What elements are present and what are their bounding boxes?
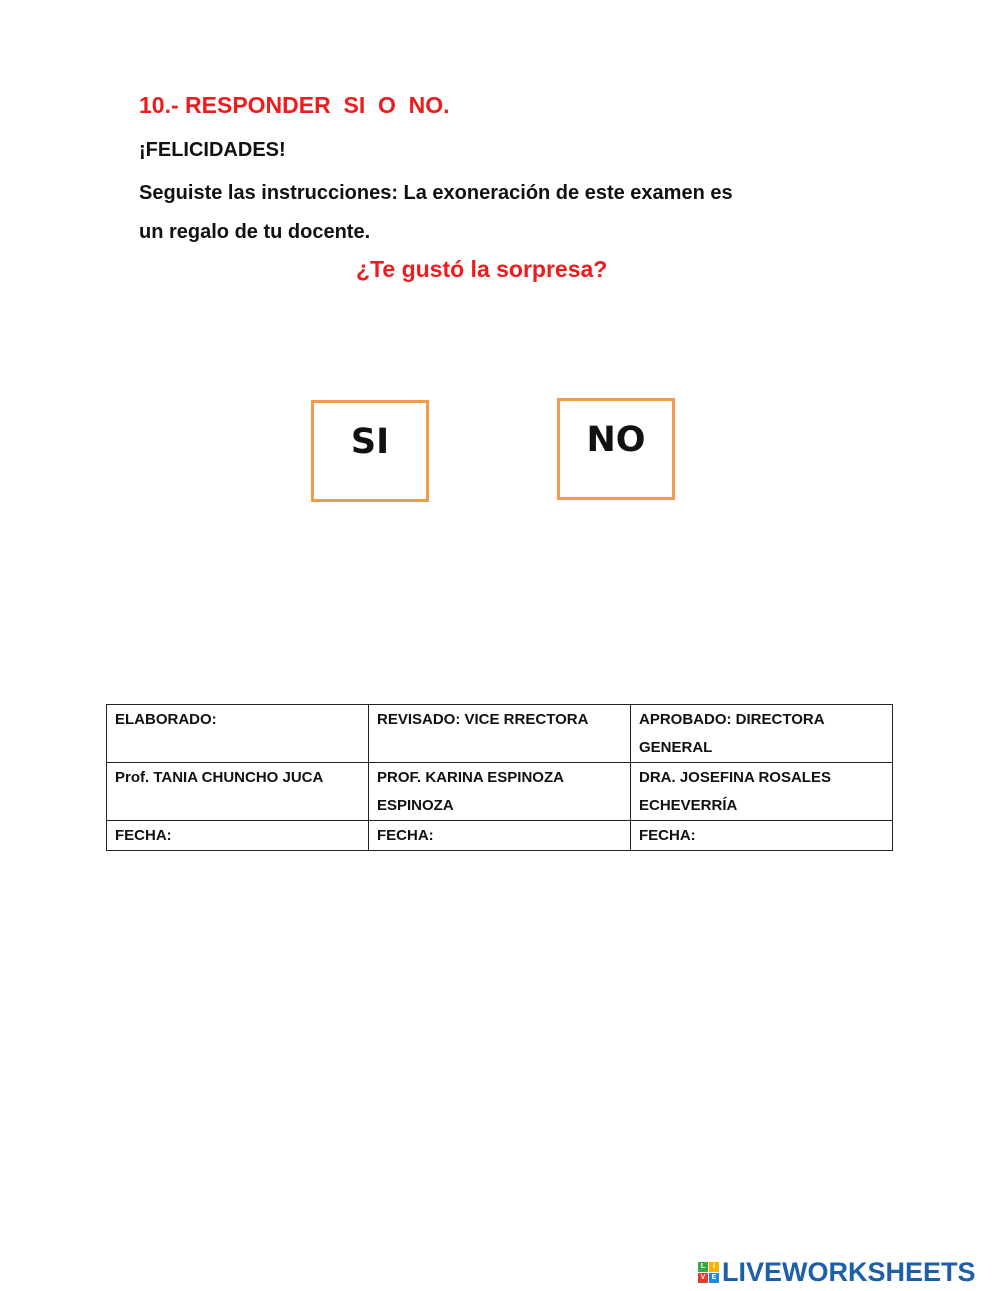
question-title: 10.- RESPONDER SI O NO. xyxy=(139,92,450,118)
yes-answer-box[interactable]: SI xyxy=(311,400,429,502)
elaborado-label: ELABORADO: xyxy=(107,705,369,763)
liveworksheets-logo xyxy=(698,1257,976,1288)
approver-name: DRA. JOSEFINA ROSALES ECHEVERRÍA xyxy=(631,763,893,821)
congrats-text: ¡FELICIDADES! xyxy=(139,139,286,161)
author-name: Prof. TANIA CHUNCHO JUCA xyxy=(107,763,369,821)
logo-text: LIVEWORKSHEETS xyxy=(722,1257,976,1287)
logo-tile: V xyxy=(698,1273,708,1283)
revisado-label: REVISADO: VICE RRECTORA xyxy=(369,705,631,763)
instructions-paragraph: Seguiste las instrucciones: La exoneración de este examen es un regalo de tu docente. xyxy=(139,182,733,243)
logo-tile: E xyxy=(709,1273,719,1283)
logo-tile: L xyxy=(698,1262,708,1272)
table-row xyxy=(107,763,893,821)
no-answer-box[interactable]: NO xyxy=(557,398,675,500)
aprobado-label: APROBADO: DIRECTORA GENERAL xyxy=(631,705,893,763)
author-date-label: FECHA: xyxy=(107,821,369,851)
logo-tiles-icon xyxy=(698,1262,719,1283)
surprise-question: ¿Te gustó la sorpresa? xyxy=(356,256,608,282)
table-row xyxy=(107,705,893,763)
table-row xyxy=(107,821,893,851)
logo-tile: I xyxy=(709,1262,719,1272)
approver-date-label: FECHA: xyxy=(631,821,893,851)
reviewer-date-label: FECHA: xyxy=(369,821,631,851)
approval-table xyxy=(106,704,893,851)
reviewer-name: PROF. KARINA ESPINOZA ESPINOZA xyxy=(369,763,631,821)
